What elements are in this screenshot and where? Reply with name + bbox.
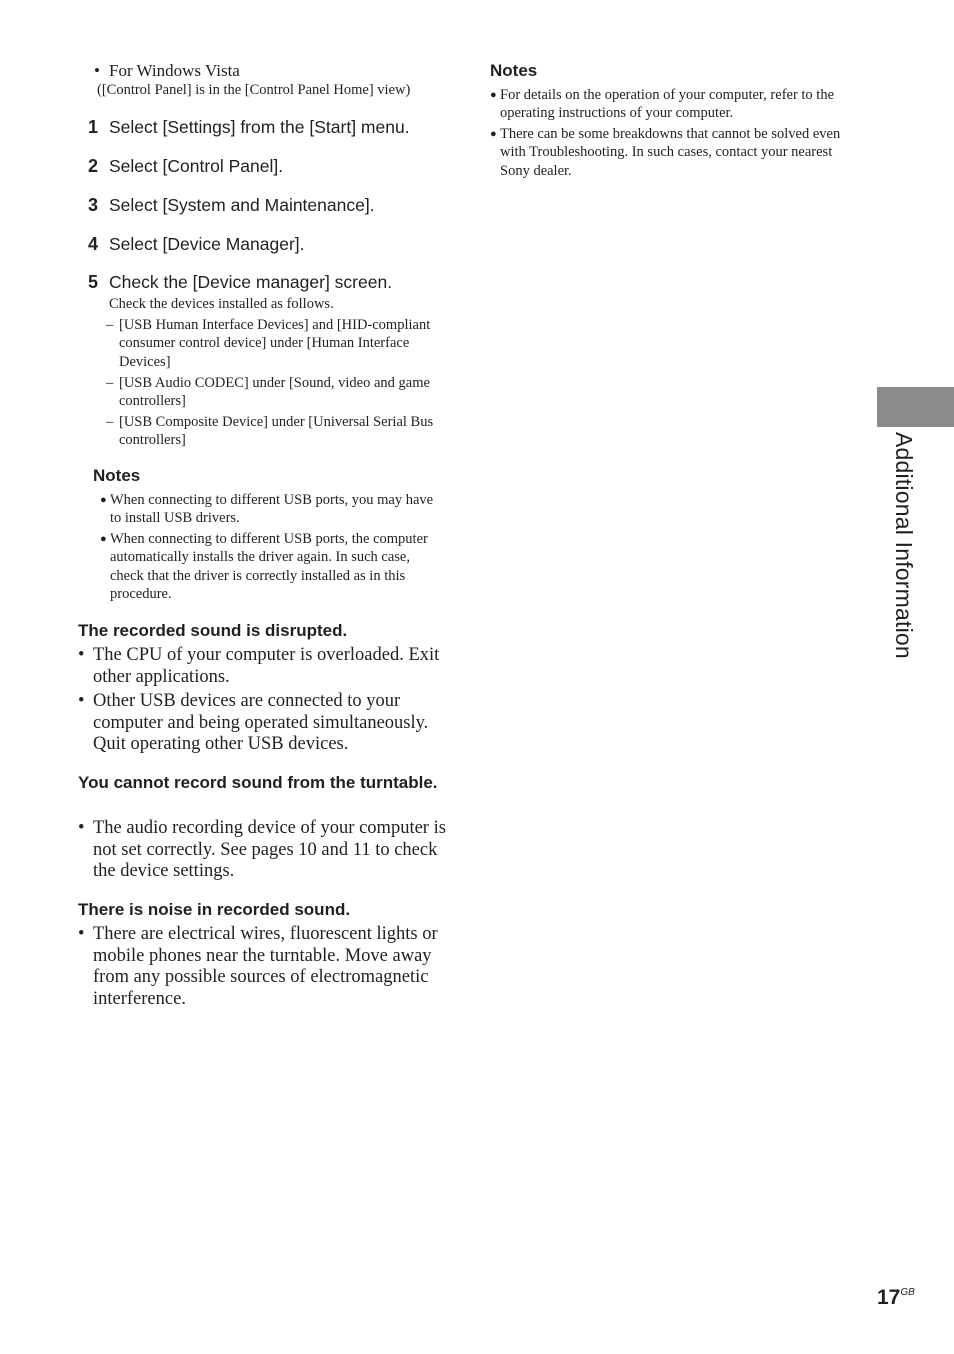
section-bullet: • The audio recording device of your computer is not set correctly. See pages 10 and 11 to check the device settings. xyxy=(78,818,446,882)
dash-icon: – xyxy=(106,414,114,430)
page-number-value: 17 xyxy=(877,1286,901,1309)
step-number: 3 xyxy=(88,195,99,215)
vista-heading xyxy=(94,61,240,81)
side-tab-label: Additional Information xyxy=(891,432,917,659)
bullet-icon: ● xyxy=(490,89,497,101)
step-3 xyxy=(88,195,375,216)
bullet-icon: • xyxy=(78,924,85,944)
step-2 xyxy=(88,156,283,177)
bullet-icon: • xyxy=(78,818,85,838)
step-1 xyxy=(88,117,410,138)
section-heading: The recorded sound is disrupted. xyxy=(78,621,348,640)
step-4 xyxy=(88,234,305,255)
note-item: ● When connecting to different USB ports, you may have to install USB drivers. xyxy=(100,492,434,527)
note-item: ● There can be some breakdowns that cannot be solved even with Troubleshooting. In such cases, contact your nearest Sony dealer. xyxy=(490,126,841,179)
bullet-icon: • xyxy=(78,645,85,665)
note-item: ● When connecting to different USB ports, the computer automatically installs the driver again. In such case, check that the driver is correctly installed as in this procedure. xyxy=(100,531,428,602)
section-heading: There is noise in recorded sound. xyxy=(78,900,351,919)
step-number: 2 xyxy=(88,156,99,176)
notes-heading-left: Notes xyxy=(93,466,141,485)
step-number: 1 xyxy=(88,117,99,137)
vista-heading-text: For Windows Vista xyxy=(109,61,240,80)
device-item: – [USB Composite Device] under [Universal Serial Bus controllers] xyxy=(106,414,434,449)
bullet-icon: • xyxy=(94,61,100,80)
step-number: 5 xyxy=(88,272,99,292)
notes-heading-right: Notes xyxy=(490,61,538,80)
bullet-icon: ● xyxy=(100,533,107,545)
step-number: 4 xyxy=(88,234,99,254)
step-text: Select [Settings] from the [Start] menu. xyxy=(109,117,410,137)
bullet-icon: • xyxy=(78,691,85,711)
dash-icon: – xyxy=(106,375,114,391)
note-item: ● For details on the operation of your computer, refer to the operating instructions of your computer. xyxy=(490,87,835,122)
side-tab-marker xyxy=(877,387,954,427)
page-number xyxy=(877,1286,915,1310)
vista-subtext: ([Control Panel] is in the [Control Panel Home] view) xyxy=(97,82,411,98)
section-heading: You cannot record sound from the turntable. xyxy=(78,773,438,792)
step-text: Select [Control Panel]. xyxy=(109,156,284,176)
section-bullet: • Other USB devices are connected to your computer and being operated simultaneously. Quit operating other USB devices. xyxy=(78,691,429,755)
bullet-icon: ● xyxy=(490,128,497,140)
dash-icon: – xyxy=(106,317,114,333)
step-5-description: Check the devices installed as follows. xyxy=(109,296,334,312)
device-item: – [USB Audio CODEC] under [Sound, video and game controllers] xyxy=(106,375,430,410)
step-5 xyxy=(88,272,392,293)
step-text: Check the [Device manager] screen. xyxy=(109,272,393,292)
page-number-suffix: GB xyxy=(900,1287,915,1298)
bullet-icon: ● xyxy=(100,494,107,506)
device-item: – [USB Human Interface Devices] and [HID-compliant consumer control device] under [Human Interface Devices] xyxy=(106,317,431,370)
section-bullet: • There are electrical wires, fluorescent lights or mobile phones near the turntable. Move away from any possible sources of electromagnetic interference. xyxy=(78,924,438,1010)
section-bullet: • The CPU of your computer is overloaded. Exit other applications. xyxy=(78,645,440,687)
step-text: Select [System and Maintenance]. xyxy=(109,195,375,215)
step-text: Select [Device Manager]. xyxy=(109,234,305,254)
